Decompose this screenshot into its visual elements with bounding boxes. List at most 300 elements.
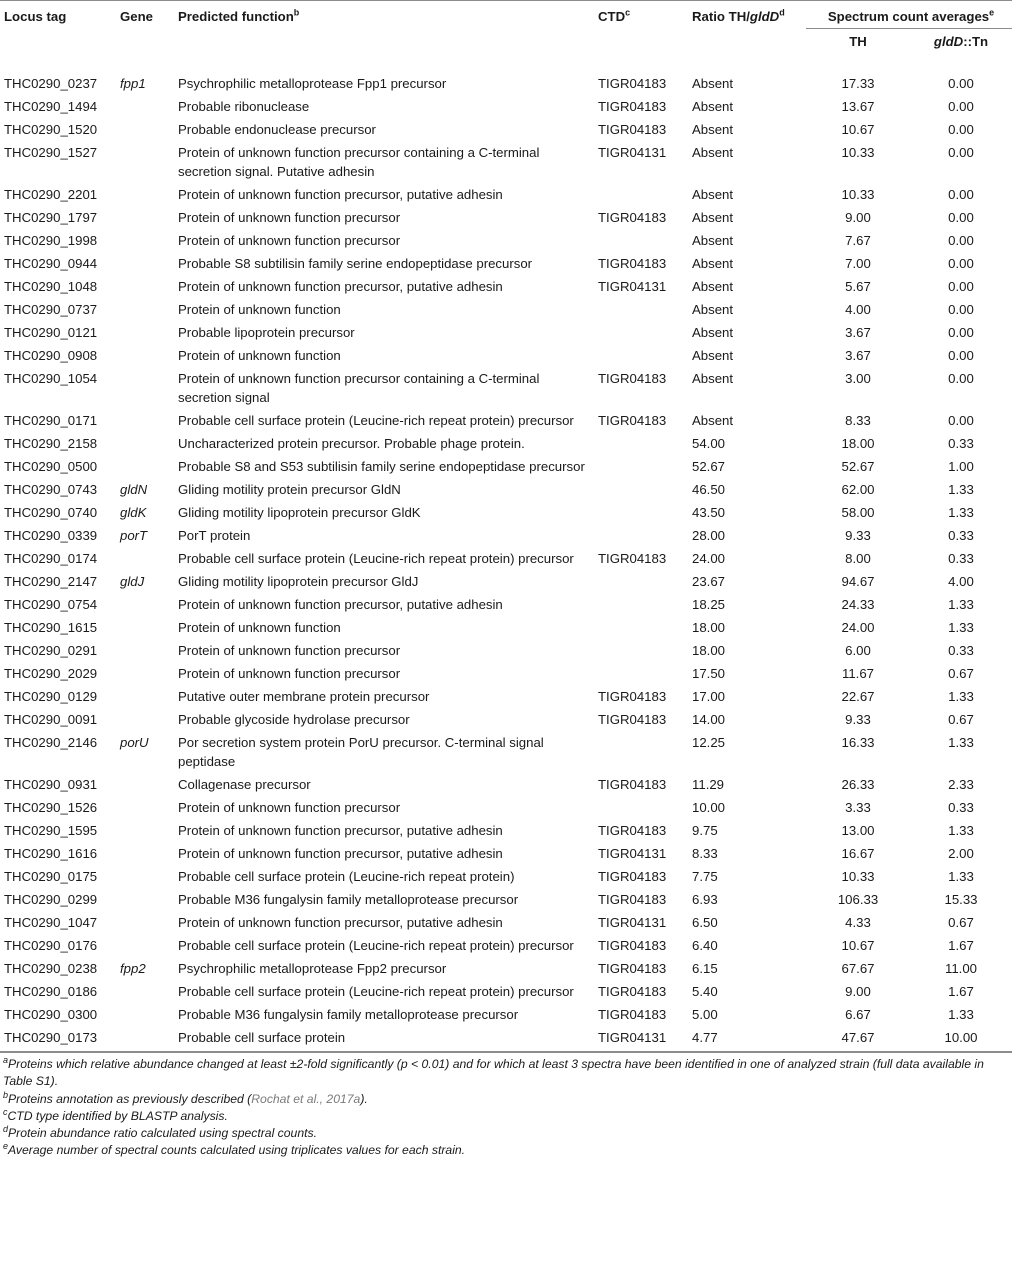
- cell-ctd: TIGR04183: [598, 551, 667, 566]
- cell-mutant-count: 0.00: [948, 210, 974, 225]
- cell-mutant-count: 1.33: [948, 620, 974, 635]
- cell-th-count: 5.67: [845, 279, 871, 294]
- table-row: [0, 367, 1012, 409]
- table-row: [0, 616, 1012, 639]
- cell-gene: [116, 708, 174, 731]
- cell-th-count: 3.33: [845, 800, 871, 815]
- cell-ctd: TIGR04131: [598, 915, 667, 930]
- cell-mutant-count: 1.67: [948, 938, 974, 953]
- cell-locus-tag: THC0290_0339: [4, 528, 98, 543]
- cell-gene: [116, 141, 174, 183]
- cell-gene: [116, 298, 174, 321]
- cell-ctd: [594, 731, 688, 773]
- cell-gene: [116, 616, 174, 639]
- cell-gene: [116, 911, 174, 934]
- cell-ctd: [594, 298, 688, 321]
- cell-ctd: [594, 455, 688, 478]
- cell-ctd: TIGR04183: [598, 869, 667, 884]
- cell-ratio: 17.50: [692, 666, 726, 681]
- cell-locus-tag: THC0290_2029: [4, 666, 98, 681]
- table-row: [0, 95, 1012, 118]
- cell-ctd: [594, 229, 688, 252]
- cell-ctd: TIGR04183: [598, 892, 667, 907]
- cell-gene: [116, 593, 174, 616]
- header-spectrum-count: Spectrum count averages$^e$: [806, 1, 1012, 29]
- cell-th-count: 3.67: [845, 348, 871, 363]
- table-row: [0, 1003, 1012, 1026]
- cell-gene: [116, 409, 174, 432]
- footnote-a: $^a$Proteins which relative abundance changed at least ±2-fold significantly (p < 0.01) and for which at least 3 spectra have been identified in one of analyzed strain (full data available in Table S1).: [3, 1054, 984, 1089]
- cell-th-count: 24.33: [841, 597, 875, 612]
- reference-link[interactable]: Rochat et al., 2017a: [251, 1091, 361, 1106]
- cell-ratio: 54.00: [692, 436, 726, 451]
- cell-locus-tag: THC0290_0173: [0, 1026, 116, 1052]
- cell-locus-tag: THC0290_0174: [4, 551, 98, 566]
- cell-ctd: [594, 344, 688, 367]
- cell-ctd: TIGR04183: [598, 413, 667, 428]
- cell-predicted-function: Probable endonuclease precursor: [178, 122, 376, 137]
- cell-locus-tag: THC0290_1998: [4, 233, 98, 248]
- cell-ctd: TIGR04183: [598, 1007, 667, 1022]
- cell-locus-tag: THC0290_0291: [4, 643, 98, 658]
- cell-th-count: 6.67: [845, 1007, 871, 1022]
- cell-gene: [116, 547, 174, 570]
- header-gldd-tn: gldD::Tn: [933, 34, 989, 49]
- cell-th-count: 10.33: [841, 187, 875, 202]
- cell-mutant-count: 0.00: [948, 348, 974, 363]
- cell-ctd: [594, 183, 688, 206]
- cell-ctd: TIGR04183: [598, 99, 667, 114]
- cell-ratio: Absent: [692, 325, 734, 340]
- cell-ratio: 43.50: [692, 505, 726, 520]
- cell-locus-tag: THC0290_2201: [4, 187, 98, 202]
- table-row: [0, 66, 1012, 95]
- cell-predicted-function: Probable cell surface protein (Leucine-rich repeat protein) precursor: [178, 984, 574, 999]
- cell-gene: [116, 888, 174, 911]
- cell-predicted-function: Probable S8 subtilisin family serine endopeptidase precursor: [178, 256, 533, 271]
- table-row: [0, 298, 1012, 321]
- cell-th-count: 13.00: [841, 823, 875, 838]
- cell-mutant-count: 1.33: [948, 869, 974, 884]
- cell-mutant-count: 0.33: [948, 551, 974, 566]
- cell-locus-tag: THC0290_0091: [4, 712, 98, 727]
- table-row: [0, 252, 1012, 275]
- cell-ratio: 17.00: [692, 689, 726, 704]
- cell-ctd: [594, 478, 688, 501]
- cell-predicted-function: Protein of unknown function precursor, putative adhesin: [178, 279, 503, 294]
- cell-gene: [116, 662, 174, 685]
- cell-mutant-count: 1.33: [948, 482, 974, 497]
- cell-mutant-count: 2.33: [948, 777, 974, 792]
- cell-predicted-function: Probable M36 fungalysin family metalloprotease precursor: [178, 892, 519, 907]
- cell-th-count: 3.67: [845, 325, 871, 340]
- cell-predicted-function: Protein of unknown function precursor, putative adhesin: [178, 915, 503, 930]
- cell-locus-tag: THC0290_0129: [4, 689, 98, 704]
- cell-mutant-count: 0.67: [948, 666, 974, 681]
- cell-ratio: 5.00: [692, 1007, 718, 1022]
- cell-gene: [116, 796, 174, 819]
- cell-ctd: [594, 524, 688, 547]
- header-ctd: CTD$^c$: [594, 1, 688, 29]
- cell-th-count: 9.33: [845, 712, 871, 727]
- cell-predicted-function: Gliding motility protein precursor GldN: [178, 482, 401, 497]
- cell-mutant-count: 1.33: [948, 597, 974, 612]
- cell-locus-tag: THC0290_0171: [4, 413, 98, 428]
- cell-predicted-function: Probable cell surface protein (Leucine-rich repeat protein) precursor: [178, 551, 574, 566]
- cell-gene: gldJ: [120, 574, 145, 589]
- header-predicted-function: Predicted function$^b$: [174, 1, 594, 29]
- cell-th-count: 58.00: [841, 505, 875, 520]
- table-row: [0, 796, 1012, 819]
- header-th: TH: [849, 34, 867, 49]
- cell-mutant-count: 1.33: [948, 823, 974, 838]
- cell-th-count: 10.33: [841, 145, 875, 160]
- cell-ratio: 18.00: [692, 643, 726, 658]
- cell-predicted-function: Gliding motility lipoprotein precursor GldK: [178, 505, 421, 520]
- table-row: [0, 865, 1012, 888]
- cell-mutant-count: 0.00: [948, 76, 974, 91]
- cell-mutant-count: 2.00: [948, 846, 974, 861]
- cell-predicted-function: Probable cell surface protein: [174, 1026, 594, 1052]
- cell-ratio: Absent: [692, 256, 734, 271]
- cell-mutant-count: 0.33: [948, 800, 974, 815]
- cell-mutant-count: 4.00: [948, 574, 974, 589]
- cell-mutant-count: 10.00: [906, 1026, 1012, 1052]
- cell-gene: fpp1: [120, 76, 146, 91]
- table-row: [0, 731, 1012, 773]
- cell-mutant-count: 11.00: [944, 961, 978, 976]
- cell-locus-tag: THC0290_1494: [4, 99, 98, 114]
- cell-ctd: [594, 662, 688, 685]
- cell-th-count: 10.67: [841, 938, 875, 953]
- footnote-c: $^c$CTD type identified by BLASTP analysis.: [3, 1106, 228, 1123]
- cell-mutant-count: 0.00: [948, 256, 974, 271]
- table-row: [0, 980, 1012, 1003]
- cell-ctd: TIGR04131: [598, 279, 667, 294]
- cell-ctd: TIGR04183: [598, 371, 667, 386]
- table-row: [0, 455, 1012, 478]
- cell-locus-tag: THC0290_0176: [4, 938, 98, 953]
- cell-th-count: 9.00: [845, 210, 871, 225]
- table-row: [0, 344, 1012, 367]
- cell-locus-tag: THC0290_0175: [4, 869, 98, 884]
- cell-predicted-function: Protein of unknown function: [178, 302, 341, 317]
- cell-th-count: 7.00: [845, 256, 871, 271]
- table-row: [0, 432, 1012, 455]
- table-body: [0, 66, 1012, 1052]
- cell-ratio: Absent: [692, 99, 734, 114]
- cell-ratio: Absent: [692, 413, 734, 428]
- cell-predicted-function: Protein of unknown function precursor: [178, 233, 401, 248]
- cell-th-count: 10.33: [841, 869, 875, 884]
- cell-predicted-function: Uncharacterized protein precursor. Probable phage protein.: [178, 436, 525, 451]
- table-row: [0, 118, 1012, 141]
- cell-ctd: TIGR04131: [594, 1026, 688, 1052]
- cell-ratio: Absent: [692, 76, 734, 91]
- cell-predicted-function: Protein of unknown function precursor: [178, 800, 401, 815]
- cell-th-count: 4.00: [845, 302, 871, 317]
- cell-ratio: Absent: [692, 122, 734, 137]
- cell-predicted-function: Gliding motility lipoprotein precursor GldJ: [178, 574, 419, 589]
- cell-locus-tag: THC0290_0754: [4, 597, 98, 612]
- cell-predicted-function: Probable glycoside hydrolase precursor: [178, 712, 410, 727]
- cell-locus-tag: THC0290_1797: [4, 210, 98, 225]
- table-row: [0, 685, 1012, 708]
- cell-mutant-count: 0.00: [948, 99, 974, 114]
- table-row: [0, 773, 1012, 796]
- cell-gene: [116, 865, 174, 888]
- cell-ctd: TIGR04183: [598, 256, 667, 271]
- cell-gene: [116, 639, 174, 662]
- cell-ratio: 11.29: [692, 777, 725, 792]
- cell-gene: [116, 455, 174, 478]
- table-row: [0, 478, 1012, 501]
- cell-ctd: TIGR04183: [598, 777, 667, 792]
- cell-mutant-count: 0.00: [948, 279, 974, 294]
- cell-ratio: 23.67: [692, 574, 726, 589]
- cell-th-count: 8.00: [845, 551, 871, 566]
- cell-th-count: 16.67: [841, 846, 875, 861]
- cell-ratio: 14.00: [692, 712, 726, 727]
- cell-ctd: [594, 616, 688, 639]
- cell-mutant-count: 0.67: [948, 712, 974, 727]
- cell-mutant-count: 1.33: [948, 689, 974, 704]
- cell-ctd: [594, 501, 688, 524]
- cell-th-count: 4.33: [845, 915, 871, 930]
- cell-locus-tag: THC0290_1520: [4, 122, 98, 137]
- cell-th-count: 11.67: [841, 666, 875, 681]
- cell-predicted-function: Por secretion system protein PorU precursor. C-terminal signal peptidase: [178, 735, 544, 769]
- cell-th-count: 3.00: [845, 371, 871, 386]
- cell-locus-tag: THC0290_0908: [4, 348, 98, 363]
- cell-gene: [116, 1003, 174, 1026]
- cell-predicted-function: Protein of unknown function precursor: [178, 643, 401, 658]
- cell-ctd: TIGR04131: [598, 846, 667, 861]
- table-row: [0, 888, 1012, 911]
- table-row: [0, 183, 1012, 206]
- table-row: [0, 957, 1012, 980]
- cell-ratio: Absent: [692, 187, 734, 202]
- cell-locus-tag: THC0290_0237: [4, 76, 98, 91]
- cell-gene: [116, 118, 174, 141]
- cell-locus-tag: THC0290_0299: [4, 892, 98, 907]
- cell-predicted-function: Protein of unknown function precursor containing a C-terminal secretion signal: [178, 371, 540, 405]
- cell-ratio: 7.75: [692, 869, 718, 884]
- cell-th-count: 47.67: [806, 1026, 906, 1052]
- table-row: [0, 708, 1012, 731]
- cell-ctd: [594, 796, 688, 819]
- cell-th-count: 9.33: [845, 528, 871, 543]
- cell-predicted-function: Protein of unknown function: [178, 620, 341, 635]
- cell-locus-tag: THC0290_1527: [4, 145, 98, 160]
- cell-gene: [116, 685, 174, 708]
- table-row: [0, 206, 1012, 229]
- header-locus-tag: Locus tag: [0, 1, 116, 29]
- cell-mutant-count: 1.33: [948, 1007, 974, 1022]
- cell-ctd: [594, 639, 688, 662]
- cell-mutant-count: 1.00: [948, 459, 974, 474]
- cell-locus-tag: THC0290_0740: [4, 505, 98, 520]
- cell-ratio: 28.00: [692, 528, 726, 543]
- table-row: [0, 501, 1012, 524]
- header-ratio: Ratio TH/gldD$^d$: [688, 1, 806, 29]
- cell-th-count: 22.67: [841, 689, 875, 704]
- cell-gene: porU: [120, 735, 149, 750]
- cell-gene: [116, 252, 174, 275]
- cell-gene: [116, 1026, 174, 1052]
- cell-th-count: 52.67: [841, 459, 875, 474]
- cell-predicted-function: Protein of unknown function precursor, putative adhesin: [178, 823, 503, 838]
- cell-gene: [116, 980, 174, 1003]
- cell-locus-tag: THC0290_0931: [4, 777, 98, 792]
- cell-mutant-count: 0.00: [948, 122, 974, 137]
- cell-gene: [116, 95, 174, 118]
- cell-ctd: TIGR04183: [598, 961, 667, 976]
- cell-th-count: 62.00: [841, 482, 875, 497]
- cell-predicted-function: Probable M36 fungalysin family metalloprotease precursor: [178, 1007, 519, 1022]
- cell-locus-tag: THC0290_1595: [4, 823, 98, 838]
- cell-ratio: Absent: [692, 348, 734, 363]
- cell-predicted-function: Psychrophilic metalloprotease Fpp1 precursor: [178, 76, 447, 91]
- table-row: [0, 593, 1012, 616]
- table-row: [0, 275, 1012, 298]
- cell-th-count: 17.33: [841, 76, 875, 91]
- cell-gene: [116, 819, 174, 842]
- cell-mutant-count: 0.00: [948, 187, 974, 202]
- cell-mutant-count: 0.33: [948, 528, 974, 543]
- cell-predicted-function: Protein of unknown function precursor, putative adhesin: [178, 597, 503, 612]
- cell-locus-tag: THC0290_1615: [4, 620, 98, 635]
- cell-ratio: 10.00: [692, 800, 726, 815]
- table-row: [0, 911, 1012, 934]
- cell-ctd: TIGR04183: [598, 210, 667, 225]
- cell-gene: [116, 842, 174, 865]
- table-row: [0, 662, 1012, 685]
- cell-gene: porT: [120, 528, 148, 543]
- cell-mutant-count: 1.33: [948, 505, 974, 520]
- cell-ctd: TIGR04183: [598, 823, 667, 838]
- cell-locus-tag: THC0290_0500: [4, 459, 98, 474]
- cell-ctd: TIGR04183: [598, 712, 667, 727]
- cell-gene: [116, 275, 174, 298]
- cell-th-count: 24.00: [841, 620, 875, 635]
- cell-predicted-function: Probable S8 and S53 subtilisin family serine endopeptidase precursor: [178, 459, 585, 474]
- cell-th-count: 7.67: [845, 233, 871, 248]
- cell-predicted-function: Protein of unknown function precursor: [178, 666, 401, 681]
- cell-locus-tag: THC0290_0186: [4, 984, 98, 999]
- cell-ctd: TIGR04183: [598, 984, 667, 999]
- cell-ratio: Absent: [692, 302, 734, 317]
- cell-th-count: 106.33: [837, 892, 879, 907]
- cell-mutant-count: 0.33: [948, 643, 974, 658]
- cell-predicted-function: Probable cell surface protein (Leucine-rich repeat protein): [178, 869, 515, 884]
- header-gene: Gene: [116, 1, 174, 29]
- cell-ratio: 12.25: [692, 735, 726, 750]
- cell-ctd: [594, 593, 688, 616]
- cell-locus-tag: THC0290_0737: [4, 302, 98, 317]
- cell-th-count: 9.00: [845, 984, 871, 999]
- cell-predicted-function: Probable cell surface protein (Leucine-rich repeat protein) precursor: [178, 938, 574, 953]
- cell-ratio: 18.00: [692, 620, 726, 635]
- cell-locus-tag: THC0290_1616: [4, 846, 98, 861]
- cell-mutant-count: 0.00: [948, 302, 974, 317]
- cell-predicted-function: Putative outer membrane protein precursor: [178, 689, 430, 704]
- cell-mutant-count: 0.33: [948, 436, 974, 451]
- cell-ratio: 46.50: [692, 482, 726, 497]
- cell-locus-tag: THC0290_1048: [4, 279, 98, 294]
- cell-locus-tag: THC0290_0238: [4, 961, 98, 976]
- cell-predicted-function: Protein of unknown function precursor containing a C-terminal secretion signal. Putative adhesin: [178, 145, 540, 179]
- footnotes: [0, 1052, 1012, 1160]
- cell-predicted-function: Protein of unknown function precursor, putative adhesin: [178, 187, 503, 202]
- table-row: [0, 229, 1012, 252]
- cell-predicted-function: PorT protein: [178, 528, 251, 543]
- cell-predicted-function: Probable ribonuclease: [178, 99, 310, 114]
- cell-locus-tag: THC0290_0121: [4, 325, 98, 340]
- table-row: [0, 409, 1012, 432]
- cell-gene: [116, 367, 174, 409]
- cell-ctd: TIGR04183: [598, 76, 667, 91]
- cell-gene: gldK: [120, 505, 147, 520]
- cell-locus-tag: THC0290_0743: [4, 482, 98, 497]
- cell-gene: gldN: [120, 482, 148, 497]
- cell-ratio: Absent: [692, 145, 734, 160]
- cell-predicted-function: Protein of unknown function precursor: [178, 210, 401, 225]
- cell-gene: [116, 432, 174, 455]
- cell-ratio: 18.25: [692, 597, 726, 612]
- cell-ratio: 6.93: [692, 892, 718, 907]
- cell-mutant-count: 0.00: [948, 325, 974, 340]
- cell-locus-tag: THC0290_0300: [4, 1007, 98, 1022]
- table-row: [0, 639, 1012, 662]
- cell-locus-tag: THC0290_2146: [4, 735, 98, 750]
- cell-gene: [116, 773, 174, 796]
- cell-th-count: 94.67: [841, 574, 875, 589]
- table-row: [0, 547, 1012, 570]
- cell-th-count: 10.67: [841, 122, 875, 137]
- cell-ctd: [594, 321, 688, 344]
- cell-th-count: 13.67: [841, 99, 875, 114]
- table-row: [0, 570, 1012, 593]
- cell-locus-tag: THC0290_2147: [4, 574, 98, 589]
- table-row: [0, 141, 1012, 183]
- cell-mutant-count: 15.33: [944, 892, 978, 907]
- cell-predicted-function: Protein of unknown function: [178, 348, 341, 363]
- cell-th-count: 6.00: [845, 643, 871, 658]
- cell-locus-tag: THC0290_2158: [4, 436, 98, 451]
- cell-ctd: [594, 570, 688, 593]
- cell-gene: [116, 321, 174, 344]
- table-row: [0, 524, 1012, 547]
- table-row: [0, 819, 1012, 842]
- cell-predicted-function: Protein of unknown function precursor, putative adhesin: [178, 846, 503, 861]
- cell-ratio: 8.33: [692, 846, 718, 861]
- footnote-b: $^b$Proteins annotation as previously described (Rochat et al., 2017a).: [3, 1089, 368, 1106]
- cell-ratio: Absent: [692, 233, 734, 248]
- cell-mutant-count: 1.33: [948, 735, 974, 750]
- cell-predicted-function: Collagenase precursor: [178, 777, 311, 792]
- cell-mutant-count: 0.00: [948, 145, 974, 160]
- cell-ratio: 52.67: [692, 459, 726, 474]
- table-header: [0, 1, 1012, 67]
- cell-mutant-count: 0.67: [948, 915, 974, 930]
- cell-ratio: 5.40: [692, 984, 718, 999]
- cell-mutant-count: 0.00: [948, 233, 974, 248]
- cell-ratio: Absent: [692, 371, 734, 386]
- table-row: [0, 934, 1012, 957]
- table-row: [0, 1026, 1012, 1052]
- cell-th-count: 18.00: [841, 436, 875, 451]
